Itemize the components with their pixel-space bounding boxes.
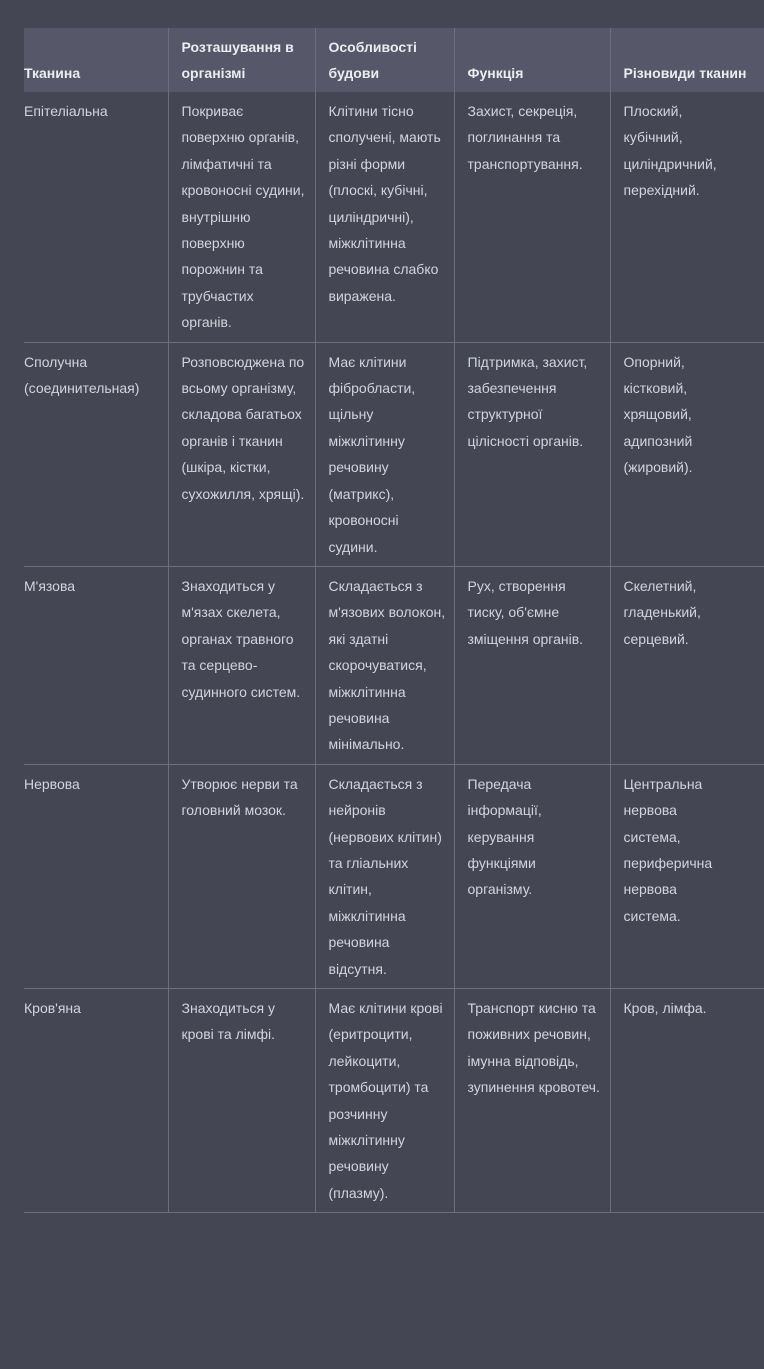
cell-structure [315, 342, 454, 566]
cell-types [610, 764, 764, 988]
table-body [24, 92, 764, 1213]
type-item: Скелетний, [623, 577, 697, 594]
cell-types [610, 566, 764, 764]
type-item: Центральна [623, 775, 703, 792]
table-row [24, 764, 764, 988]
header-tissue-label: Тканина [24, 65, 81, 81]
type-item: циліндричний, [623, 155, 717, 172]
tissue-name: Сполучна (соединительная) [24, 353, 140, 397]
header-location-label: Розташування в організмі [181, 39, 294, 81]
type-item: нервова [623, 881, 677, 898]
structure-text: Складається з нейронів (нервових клітин) та гліальних клітин, міжклітинна речовина відсутня. [328, 775, 442, 977]
type-item: хрящовий, [623, 406, 692, 423]
cell-tissue [24, 342, 168, 566]
cell-location [168, 566, 315, 764]
tissue-name: М'язова [24, 577, 76, 594]
structure-text: Має клітини крові (еритроцити, лейкоцити, тромбоцити) та розчинну міжклітинну речовину (плазму). [328, 1000, 443, 1201]
location-text: Утворює нерви та головний мозок. [181, 775, 298, 819]
types-list [611, 349, 764, 481]
cell-tissue [24, 92, 168, 342]
location-text: Знаходиться у м'язах скелета, органах травного та серцево-судинного систем. [181, 577, 301, 700]
cell-function [454, 92, 610, 342]
cell-location [168, 989, 315, 1213]
cell-structure [315, 989, 454, 1213]
cell-structure [315, 92, 454, 342]
tissue-name: Нервова [24, 775, 80, 792]
function-text: Захист, секреція, поглинання та транспортування. [467, 103, 583, 172]
header-structure [315, 28, 454, 92]
structure-text: Має клітини фібробласти, щільну міжклітинну речовину (матрикс), кровоносні судини. [328, 353, 416, 555]
table-row [24, 566, 764, 764]
type-item: Кров, лімфа. [623, 1000, 707, 1016]
cell-location [168, 764, 315, 988]
structure-text: Клітини тісно сполучені, мають різні форми (плоскі, кубічні, циліндричні), міжклітинна речовина слабко виражена. [328, 103, 441, 304]
table-row [24, 989, 764, 1213]
function-text: Рух, створення тиску, об'ємне зміщення органів. [467, 577, 584, 647]
type-item: нервова [623, 802, 677, 819]
cell-function [454, 764, 610, 988]
location-text: Покриває поверхню органів, лімфатичні та кровоносні судини, внутрішню поверхню порожнин та трубчастих органів. [181, 103, 305, 331]
tissue-name: Кров'яна [24, 1000, 81, 1016]
function-text: Підтримка, захист, забезпечення структурної цілісності органів. [467, 353, 588, 449]
header-function-label: Функція [467, 65, 524, 81]
cell-types [610, 342, 764, 566]
table-row [24, 92, 764, 342]
cell-function [454, 566, 610, 764]
type-item: периферична [623, 854, 713, 871]
type-item: кубічний, [623, 129, 683, 146]
cell-function [454, 989, 610, 1213]
cell-structure [315, 764, 454, 988]
function-text: Транспорт кисню та поживних речовин, імунна відповідь, зупинення кровотеч. [467, 1000, 600, 1096]
type-item: (жировий). [623, 459, 693, 476]
tissue-name: Епітеліальна [24, 103, 108, 119]
type-item: кістковий, [623, 380, 688, 397]
header-row [24, 28, 764, 92]
tissue-table [24, 28, 764, 1213]
location-text: Розповсюджена по всьому організму, складова багатьох органів і тканин (шкіра, кістки, сухожилля, хрящі). [181, 353, 305, 502]
type-item: серцевий. [623, 630, 689, 647]
cell-tissue [24, 764, 168, 988]
cell-location [168, 92, 315, 342]
cell-tissue [24, 989, 168, 1213]
cell-location [168, 342, 315, 566]
type-item: гладенький, [623, 604, 701, 621]
function-text: Передача інформації, керування функціями організму. [467, 775, 542, 898]
cell-tissue [24, 566, 168, 764]
type-item: Опорний, [623, 353, 685, 370]
header-tissue [24, 28, 168, 92]
cell-structure [315, 566, 454, 764]
types-list [611, 98, 764, 204]
types-list [611, 573, 764, 652]
types-list [611, 995, 764, 1021]
cell-types [610, 989, 764, 1213]
header-types [610, 28, 764, 92]
structure-text: Складається з м'язових волокон, які здатні скорочуватися, міжклітинна речовина мінімально. [328, 577, 446, 753]
type-item: адипозний [623, 432, 693, 449]
table-row [24, 342, 764, 566]
type-item: система, [623, 828, 681, 845]
types-list [611, 771, 764, 929]
type-item: Плоский, [623, 103, 683, 119]
location-text: Знаходиться у крові та лімфі. [181, 1000, 275, 1043]
header-types-label: Різновиди тканин [623, 65, 747, 81]
header-location [168, 28, 315, 92]
cell-function [454, 342, 610, 566]
header-function [454, 28, 610, 92]
tissue-table-container [24, 28, 747, 1213]
type-item: перехідний. [623, 182, 700, 199]
type-item: система. [623, 907, 681, 924]
table-header [24, 28, 764, 92]
header-structure-label: Особливості будови [328, 39, 417, 81]
cell-types [610, 92, 764, 342]
